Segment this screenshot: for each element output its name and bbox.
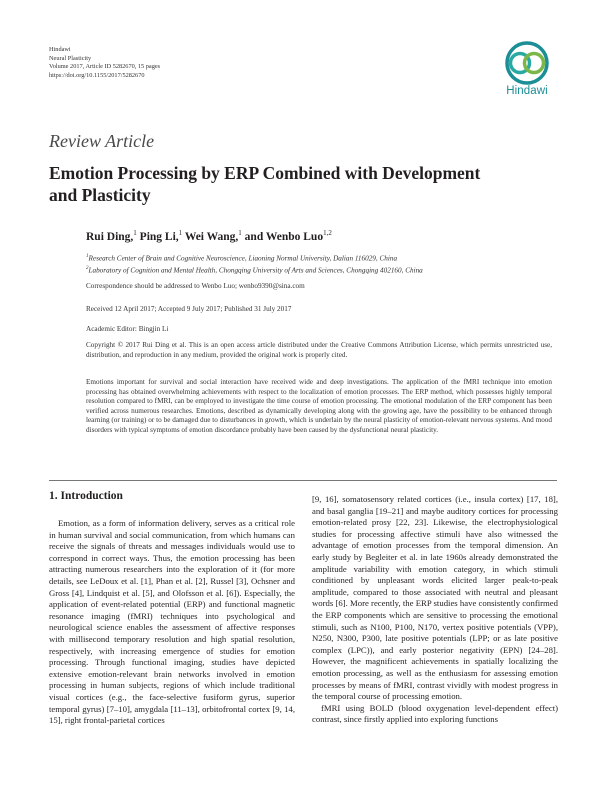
- body-column-left: [49, 518, 295, 727]
- publication-dates: Received 12 April 2017; Accepted 9 July 2017; Published 31 July 2017: [86, 305, 292, 313]
- author-name: Rui Ding,: [86, 230, 134, 243]
- correspondence: Correspondence should be addressed to Wenbo Luo; wenbo9390@sina.com: [86, 282, 305, 290]
- author-affiliation-mark: 1,2: [323, 229, 332, 237]
- author-name: Wei Wang,: [182, 230, 239, 243]
- section-divider: [49, 480, 557, 481]
- license-notice: Copyright © 2017 Rui Ding et al. This is an open access article distributed under the Creative Commons Attribution License, which permits unrestricted use, distribution, and reproduction in any medium, provided the original work is properly cited.: [86, 341, 552, 359]
- affiliations: [86, 252, 423, 276]
- section-heading: 1. Introduction: [49, 490, 123, 502]
- logo-wordmark: Hindawi: [506, 85, 548, 97]
- body-paragraph: Emotion, as a form of information delivery, serves as a critical role in human survival and social communication, from which humans can receive the signals of threats and messages individuals would use to correspond in correct ways. Thus, the emotion processing has been attracting numerous researchers into the exploration of it (for more details, see LeDoux et al. [1], Phan et al. [2], Russel [3], Ochsner and Gross [4], Lindquist et al. [5], and Olofsson et al. [6]). Especially, the application of event-related potential (ERP) and functional magnetic resonance imaging (fMRI) techniques into psychological and neurological science enables the assessment of affective responses with millisecond temporary resolution and high spatial resolution, respectively, with increasing emergence of studies for emotion processing. Through functional imaging, studies have depicted extensive emotion-relevant brain networks involved in emotion processing in human subjects, regions of which include traditional visual cortices (e.g., the face-selective fusiform gyrus, superior temporal gyrus) [7–10], amygdala [11–13], orbitofrontal cortex [9, 14, 15], right frontal-parietal cortices: [49, 518, 295, 726]
- body-paragraph: fMRI using BOLD (blood oxygenation level-dependent effect) contrast, since firstly applied into exploring functions: [312, 702, 558, 725]
- body-paragraph: [9, 16], somatosensory related cortices (i.e., insula cortex) [17, 18], and basal ganglia [19–21] and maybe auditory cortices for processing emotion-related prosy [22, 23]. Likewise, the electrophysiological studies for processing affective stimuli have also witnessed the advantage of emotion processes from the temporal dimension. An early study by Begleiter et al. in late 1960s already demonstrated the amplitude variability with emotion category, in which stimuli conditioned by unpleasant words elicited larger peak-to-peak amplitude, compared to those associated with neutral and pleasant words [6]. More recently, the ERP studies have consistently confirmed the ERP components which are sensitive to processing the emotional stimuli, such as N100, P100, N170, vertex positive potentials (VPP), N250, N300, P300, late positive potentials (LPP; or as late positive complex (LPC)), and early posterior negativity (EPN) [24–28]. However, the magnificent achievements in spatially localizing the emotion processing, as well as the enthusiasm for assessing emotion processes by means of fMRI, contrast vividly with modest progress in the temporal course of processing emotion.: [312, 494, 558, 702]
- body-column-right: [312, 494, 558, 726]
- article-title: Emotion Processing by ERP Combined with Development and Plasticity: [49, 163, 481, 205]
- volume-info: Volume 2017, Article ID 5282670, 15 pages: [49, 63, 161, 71]
- author-name: Ping Li,: [136, 230, 179, 243]
- academic-editor: Academic Editor: Bingjin Li: [86, 325, 169, 333]
- hindawi-logo-icon: [505, 41, 549, 85]
- affiliation-item: $^1$Research Center of Brain and Cognitive Neuroscience, Liaoning Normal University, Dalian 116029, China: [86, 254, 398, 263]
- author-affiliation-mark: 1: [133, 229, 137, 237]
- publisher-name: Hindawi: [49, 46, 71, 53]
- abstract: Emotions important for survival and social interaction have received wide and deep investigations. The application of the fMRI technique into emotion processing has obtained overwhelming achievements with respect to the localization of emotion processes. The ERP method, which possesses highly temporal resolution compared to fMRI, can be employed to investigate the time course of emotion processing. The emotional modulation of the ERP component has been verified across numerous researches. Emotions, described as dynamically developing along with the growing age, have the possibility to be enhanced through learning (or training) or to be damaged due to disturbances in growth, which is underlain by the neural plasticity of emotion-relevant nervous systems. And mood disorders with typical symptoms of emotion discordance probably have been caused by the dysfunctional neural plasticity.: [86, 378, 552, 434]
- author-affiliation-mark: 1: [238, 229, 242, 237]
- author-list: [86, 229, 332, 243]
- doi-link[interactable]: https://doi.org/10.1155/2017/5282670: [49, 71, 145, 79]
- article-type: Review Article: [49, 131, 155, 151]
- journal-name: Neural Plasticity: [49, 54, 92, 62]
- author-name: and Wenbo Luo: [241, 230, 324, 243]
- author-affiliation-mark: 1: [178, 229, 183, 237]
- hindawi-logo: [497, 41, 557, 105]
- affiliation-item: $^2$Laboratory of Cognition and Mental Health, Chongqing University of Arts and Sciences, Chongqing 402160, China: [86, 265, 423, 275]
- journal-header: [49, 46, 160, 80]
